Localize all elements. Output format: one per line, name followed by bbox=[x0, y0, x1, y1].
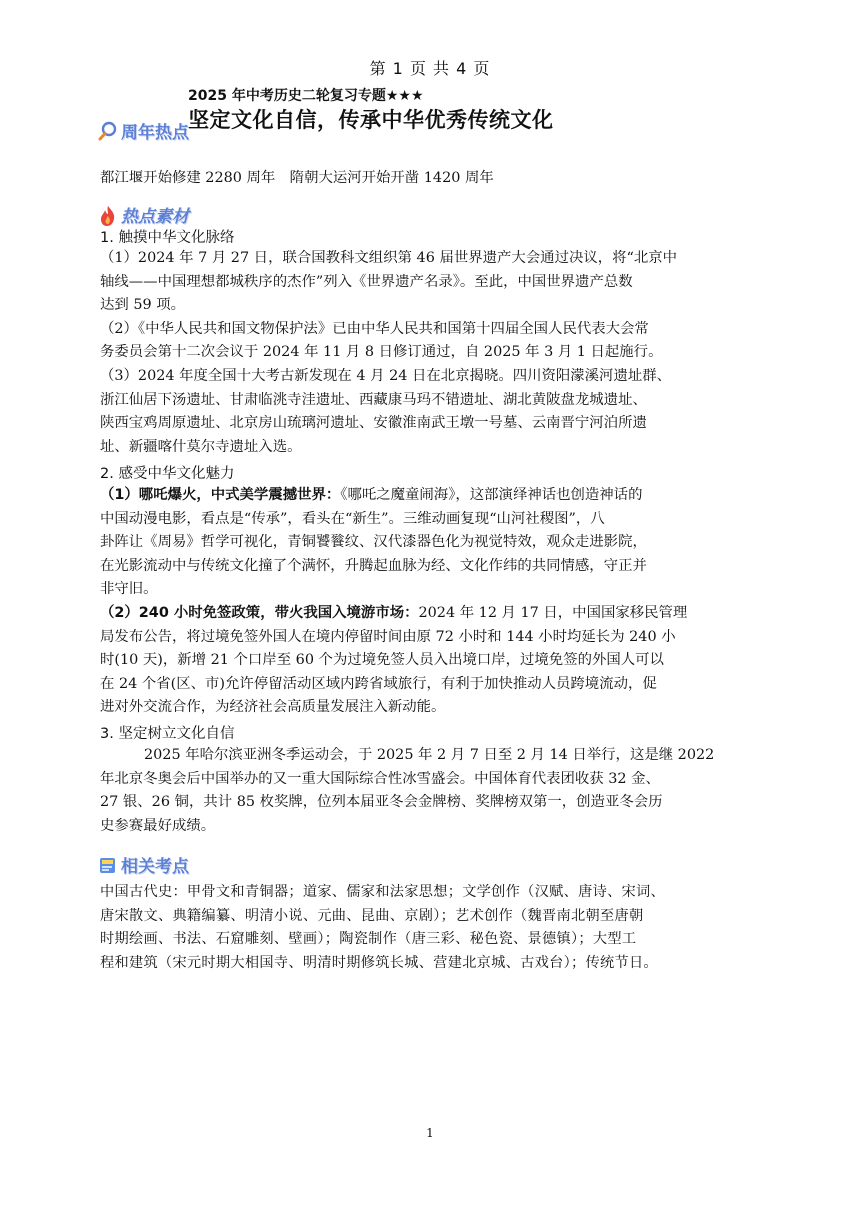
part2-heading: 2. 感受中华文化魅力 bbox=[100, 466, 235, 482]
part3-heading: 3. 坚定树立文化自信 bbox=[100, 726, 235, 742]
page-mid: 页 共 bbox=[409, 59, 451, 78]
page-prefix: 第 bbox=[369, 59, 387, 78]
part2-p2-first bbox=[100, 602, 770, 626]
related-line: 中国古代史：甲骨文和青铜器；道家、儒家和法家思想；文学创作（汉赋、唐诗、宋词、 bbox=[100, 884, 666, 900]
part2-p1-bold: （1）哪吒爆火，中式美学震撼世界： bbox=[100, 487, 341, 503]
part1-line: 务委员会第十二次会议于 2024 年 11 月 8 日修订通过，自 2025 年 3 月 1 日起施行。 bbox=[100, 344, 663, 361]
section-related-header bbox=[98, 852, 189, 877]
part2-line: 卦阵让《周易》哲学可视化，青铜饕餮纹、汉代漆器色化为视觉特效，观众走进影院， bbox=[100, 534, 647, 551]
part2-p2-first-text: 2024 年 12 月 17 日，中国国家移民管理 bbox=[418, 604, 688, 621]
part1-heading: 1. 触摸中华文化脉络 bbox=[100, 230, 235, 246]
related-body bbox=[100, 881, 770, 975]
anniversary-text: 都江堰开始修建 2280 周年 隋朝大运河开始开凿 1420 周年 bbox=[100, 170, 494, 186]
section-hot-title: 热点素材 bbox=[121, 207, 189, 227]
part2-line: 时(10 天)，新增 21 个口岸至 60 个为过境免签人员入出境口岸，过境免签的外国人可以 bbox=[100, 652, 664, 669]
related-line: 程和建筑（宋元时期大相国寺、明清时期修筑长城、营建北京城、古戏台）；传统节日。 bbox=[100, 954, 658, 971]
part1-line: （3）2024 年度全国十大考古新发现在 4 月 24 日在北京揭晓。四川资阳濛溪河遗址群、 bbox=[100, 367, 672, 384]
part3-body bbox=[100, 744, 770, 838]
part3-line: 27 银、26 铜，共计 85 枚奖牌，位列本届亚冬会金牌榜、奖牌榜双第一，创造亚冬会历 bbox=[100, 794, 663, 811]
part3-line: 年北京冬奥会后中国举办的又一重大国际综合性冰雪盛会。中国体育代表团收获 32 金、 bbox=[100, 770, 660, 787]
section-anniversary-header bbox=[98, 118, 189, 143]
part1-line: 陕西宝鸡周原遗址、北京房山琉璃河遗址、安徽淮南武王墩一号墓、云南晋宁河泊所遗 bbox=[100, 415, 647, 432]
part1-line: 址、新疆喀什莫尔寺遗址入选。 bbox=[100, 438, 302, 455]
magnifier-icon bbox=[98, 121, 118, 141]
part1-line: 达到 59 项。 bbox=[100, 297, 186, 314]
main-title: 坚定文化自信，传承中华优秀传统文化 bbox=[188, 108, 554, 132]
section-hot-header bbox=[98, 202, 189, 227]
page-number: 1 bbox=[392, 59, 404, 78]
part2-line: 非守旧。 bbox=[100, 581, 158, 598]
page-suffix: 页 bbox=[473, 59, 491, 78]
section-anniversary-title: 周年热点 bbox=[121, 123, 189, 143]
part2-line: 在光影流动中与传统文化撞了个满怀，升腾起血脉为经、文化作纬的共同情感，守正并 bbox=[100, 557, 647, 574]
part2-p1-first-text: 《哪吒之魔童闹海》，这部演绎神话也创造神话的 bbox=[340, 487, 643, 503]
part1-line: 轴线——中国理想都城秩序的杰作”列入《世界遗产名录》。至此，中国世界遗产总数 bbox=[100, 273, 633, 290]
related-line: 时期绘画、书法、石窟雕刻、壁画）；陶瓷制作（唐三彩、秘色瓷、景德镇）；大型工 bbox=[100, 931, 637, 948]
related-line: 唐宋散文、典籍编纂、明清小说、元曲、昆曲、京剧）；艺术创作（魏晋南北朝至唐朝 bbox=[100, 907, 644, 924]
notebook-icon bbox=[98, 855, 118, 875]
part2-body bbox=[100, 484, 770, 720]
page-counter bbox=[0, 56, 860, 79]
part3-line: 2025 年哈尔滨亚洲冬季运动会，于 2025 年 2 月 7 日至 2 月 14 日举行，这是继 2022 bbox=[144, 747, 715, 763]
part2-p2-bold: （2）240 小时免签政策，带火我国入境游市场： bbox=[100, 604, 419, 621]
part3-line: 史参赛最好成绩。 bbox=[100, 817, 216, 834]
part1-line: （1）2024 年 7 月 27 日，联合国教科文组织第 46 届世界遗产大会通过决议，将“北京中 bbox=[100, 250, 678, 266]
part2-p1-first bbox=[100, 484, 770, 508]
part2-line: 进对外交流合作，为经济社会高质量发展注入新动能。 bbox=[100, 699, 446, 716]
part1-body bbox=[100, 247, 770, 459]
flame-icon bbox=[98, 205, 118, 225]
part2-line: 中国动漫电影，看点是“传承”，看头在“新生”。三维动画复现“山河社稷图”，八 bbox=[100, 510, 605, 527]
footer-page-number: 1 bbox=[426, 1126, 434, 1140]
part1-line: （2）《中华人民共和国文物保护法》已由中华人民共和国第十四届全国人民代表大会常 bbox=[100, 320, 649, 337]
section-related-title: 相关考点 bbox=[121, 857, 189, 877]
part2-line: 在 24 个省(区、市)允许停留活动区域内跨省域旅行，有利于加快推动人员跨境流动，促 bbox=[100, 675, 657, 692]
part1-line: 浙江仙居下汤遗址、甘肃临洮寺洼遗址、西藏康马玛不错遗址、湖北黄陂盘龙城遗址、 bbox=[100, 391, 647, 408]
part2-line: 局发布公告，将过境免签外国人在境内停留时间由原 72 小时和 144 小时均延长为 240 小 bbox=[100, 628, 676, 645]
page-total: 4 bbox=[456, 59, 468, 78]
series-title: 2025 年中考历史二轮复习专题★★★ bbox=[188, 88, 424, 104]
